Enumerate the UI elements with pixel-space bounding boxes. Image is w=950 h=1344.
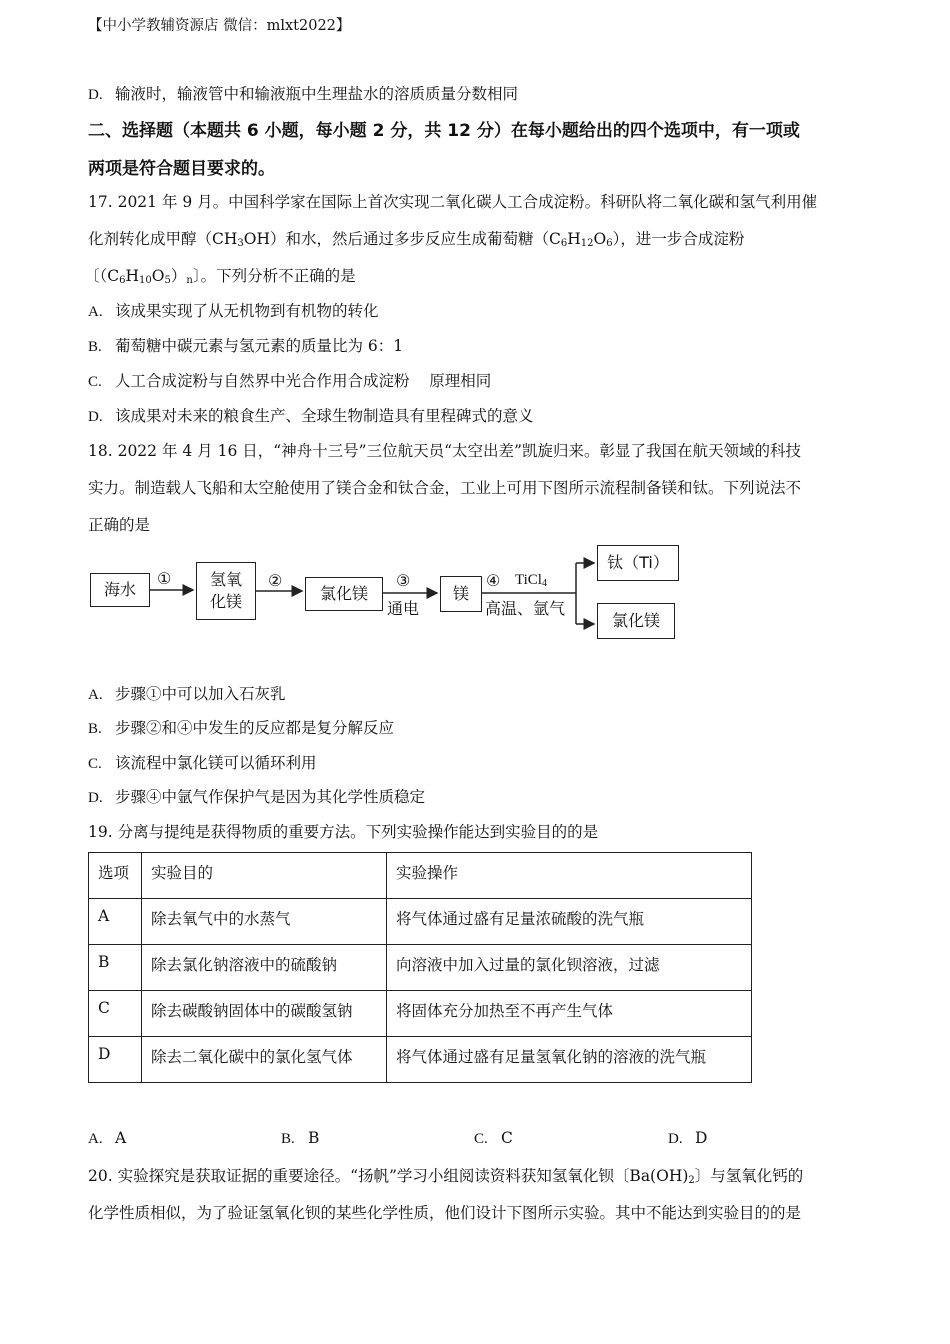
table-cell: 除去氧气中的水蒸气 xyxy=(142,899,387,945)
q18-stem-line1: 18. 2022 年 4 月 16 日，“神舟十三号”三位航天员“太空出差”凯旋归来。彰显了我国在航天领域的科技 xyxy=(88,442,801,460)
q17-option-b: B. 葡萄糖中碳元素与氢元素的质量比为 6：1 xyxy=(88,337,404,355)
q17-option-d: D. 该成果对未来的粮食生产、全球生物制造具有里程碑式的意义 xyxy=(88,407,534,425)
q18-option-a: A. 步骤①中可以加入石灰乳 xyxy=(88,685,286,703)
table-cell: D xyxy=(89,1037,142,1083)
flow-box-magnesium: 镁 xyxy=(440,576,482,612)
step-3-label: ③ xyxy=(396,571,411,590)
table-header-cell: 选项 xyxy=(89,853,142,899)
q20-stem-line1: 20. 实验探究是获取证据的重要途径。“扬帆”学习小组阅读资料获知氢氧化钡〔$Ba(OH)_2$〕与氢氧化钙的 xyxy=(88,1167,804,1186)
option-text: 输液时，输液管中和输液瓶中生理盐水的溶质质量分数相同 xyxy=(115,85,519,103)
q18-option-d: D. 步骤④中氩气作保护气是因为其化学性质稳定 xyxy=(88,788,426,806)
table-cell: C xyxy=(89,991,142,1037)
table-row xyxy=(89,991,752,1037)
flow-box-magnesium-hydroxide: 氢氧 化镁 xyxy=(196,562,256,620)
table-header-row xyxy=(89,853,752,899)
q19-table xyxy=(88,852,752,1083)
section-heading-line2: 两项是符合题目要求的。 xyxy=(88,159,275,179)
table-row xyxy=(89,945,752,991)
table-header-cell: 实验目的 xyxy=(142,853,387,899)
step-4-label: ④ xyxy=(486,571,501,590)
table-cell: B xyxy=(89,945,142,991)
q19-choice-c: C. C xyxy=(474,1129,513,1147)
table-cell: 向溶液中加入过量的氯化钡溶液，过滤 xyxy=(387,945,752,991)
q17-option-a: A. 该成果实现了从无机物到有机物的转化 xyxy=(88,302,379,320)
table-cell: A xyxy=(89,899,142,945)
q18-stem-line3: 正确的是 xyxy=(88,516,151,534)
q18-stem-line2: 实力。制造载人飞船和太空舱使用了镁合金和钛合金，工业上可用下图所示流程制备镁和钛。下列说法不 xyxy=(88,479,802,497)
option-label: D. xyxy=(88,87,103,103)
q17-option-c: C. 人工合成淀粉与自然界中光合作用合成淀粉 原理相同 xyxy=(88,372,492,390)
table-cell: 将气体通过盛有足量氢氧化钠的溶液的洗气瓶 xyxy=(387,1037,752,1083)
step-2-label: ② xyxy=(268,571,283,590)
table-row xyxy=(89,899,752,945)
table-header-cell: 实验操作 xyxy=(387,853,752,899)
flow-box-titanium: 钛（Ti） xyxy=(597,545,679,581)
step-4-reagent: TiCl$_4$ xyxy=(515,572,547,589)
q18-option-c: C. 该流程中氯化镁可以循环利用 xyxy=(88,754,317,772)
q17-stem-line3: 〔$(C_6H_{10}O_5)_n$〕。下列分析不正确的是 xyxy=(84,267,356,286)
step-4-condition: 高温、氩气 xyxy=(485,599,566,618)
q17-stem-line1: 17. 2021 年 9 月。中国科学家在国际上首次实现二氧化碳人工合成淀粉。科研队将二氧化碳和氢气利用催 xyxy=(88,193,818,211)
table-cell: 将气体通过盛有足量浓硫酸的洗气瓶 xyxy=(387,899,752,945)
q19-choice-b: B. B xyxy=(281,1129,320,1147)
q17-stem-line2: 化剂转化成甲醇$(CH_3OH)$和水，然后通过多步反应生成葡萄糖$(C_6H_{12}O_6)$，进一步合成淀粉 xyxy=(88,230,745,249)
source-header: 【中小学教辅资源店 微信：mlxt2022】 xyxy=(88,18,351,34)
q20-stem-line2: 化学性质相似，为了验证氢氧化钡的某些化学性质，他们设计下图所示实验。其中不能达到实验目的的是 xyxy=(88,1204,802,1222)
step-1-label: ① xyxy=(157,569,172,588)
section-heading-line1: 二、选择题（本题共 6 小题，每小题 2 分，共 12 分）在每小题给出的四个选项中，有一项或 xyxy=(88,121,800,141)
table-row xyxy=(89,1037,752,1083)
table-cell: 除去碳酸钠固体中的碳酸氢钠 xyxy=(142,991,387,1037)
q18-option-b: B. 步骤②和④中发生的反应都是复分解反应 xyxy=(88,719,395,737)
q19-choice-a: A. A xyxy=(88,1129,127,1147)
table-cell: 除去二氧化碳中的氯化氢气体 xyxy=(142,1037,387,1083)
q19-stem: 19. 分离与提纯是获得物质的重要方法。下列实验操作能达到实验目的的是 xyxy=(88,823,599,841)
step-3-condition: 通电 xyxy=(387,599,420,618)
flow-box-magnesium-chloride-output: 氯化镁 xyxy=(597,603,675,639)
table-cell: 除去氯化钠溶液中的硫酸钠 xyxy=(142,945,387,991)
flow-box-seawater: 海水 xyxy=(90,573,150,607)
table-cell: 将固体充分加热至不再产生气体 xyxy=(387,991,752,1037)
flow-box-magnesium-chloride: 氯化镁 xyxy=(305,577,383,611)
q19-choice-d: D. D xyxy=(668,1129,708,1147)
